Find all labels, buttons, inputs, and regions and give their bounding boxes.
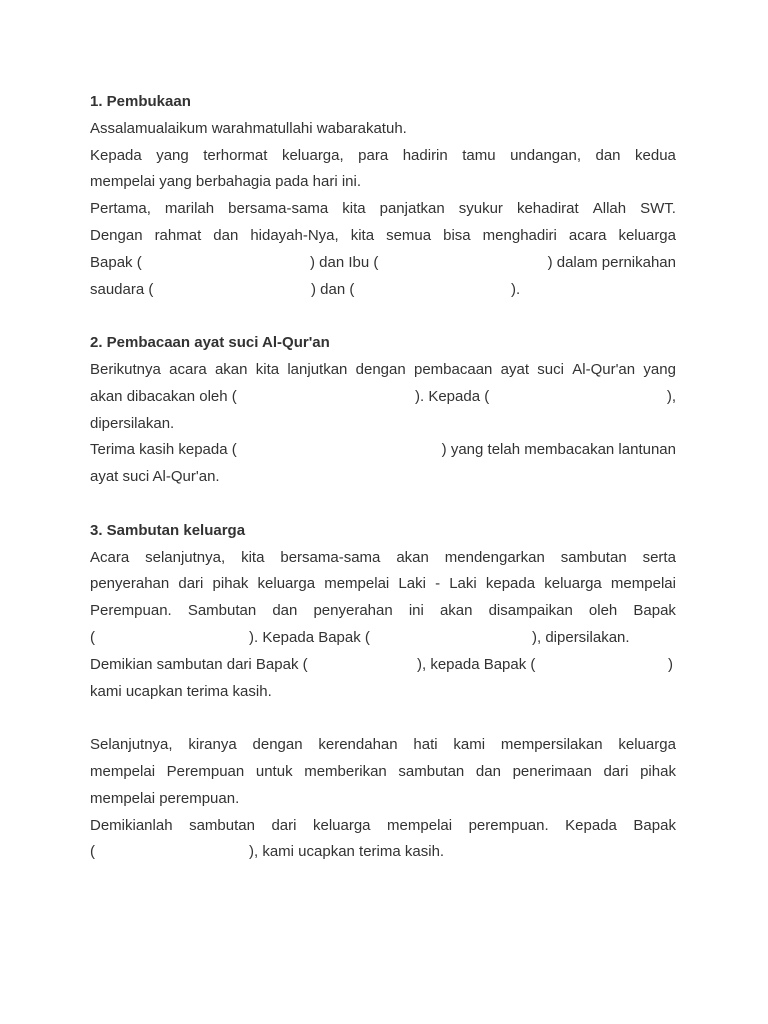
text-segment: ), kepada Bapak ( bbox=[417, 655, 536, 673]
justified-line bbox=[90, 357, 676, 384]
word: Pertama, bbox=[90, 200, 151, 218]
word: pihak bbox=[212, 575, 249, 593]
word: sambutan bbox=[560, 548, 627, 566]
word: akan bbox=[396, 548, 429, 566]
word: Sambutan bbox=[187, 602, 257, 620]
word: mempelai bbox=[90, 762, 156, 780]
text-segment: ). Kepada ( bbox=[415, 387, 490, 405]
word: Dengan bbox=[90, 226, 143, 244]
word: SWT. bbox=[640, 200, 676, 218]
document-page bbox=[90, 89, 676, 866]
text-segment: ) yang telah membacakan lantunan bbox=[441, 441, 676, 459]
text-segment: saudara ( bbox=[90, 280, 154, 298]
word: Laki bbox=[449, 575, 477, 593]
word: Allah bbox=[592, 200, 627, 218]
text-line: ayat suci Al-Qur'an. bbox=[90, 468, 220, 486]
word: dari bbox=[271, 816, 297, 834]
text-segment: ), bbox=[666, 387, 676, 405]
text-segment: ( bbox=[90, 628, 95, 646]
word: oleh bbox=[588, 602, 618, 620]
word: pihak bbox=[640, 762, 676, 780]
word: perempuan. bbox=[468, 816, 549, 834]
word: penyerahan bbox=[313, 602, 393, 620]
text-line: dipersilakan. bbox=[90, 414, 175, 432]
word: dengan bbox=[252, 736, 303, 754]
fill-in-line bbox=[90, 652, 676, 679]
fill-in-line bbox=[90, 384, 676, 411]
word: undangan, bbox=[510, 146, 581, 164]
word: acara bbox=[169, 360, 207, 378]
word: dan bbox=[213, 226, 239, 244]
text-segment: ), kami ucapkan terima kasih. bbox=[249, 843, 445, 861]
word: hidayah-Nya, bbox=[250, 226, 339, 244]
text-segment: ). bbox=[511, 280, 521, 298]
word: keluarga, bbox=[281, 146, 344, 164]
spacer bbox=[90, 491, 676, 518]
word: Al-Qur'an bbox=[572, 360, 636, 378]
word: sambutan bbox=[398, 762, 465, 780]
section-2-heading: 2. Pembacaan ayat suci Al-Qur'an bbox=[90, 334, 330, 352]
word: untuk bbox=[255, 762, 293, 780]
word: bisa bbox=[443, 226, 471, 244]
word: yang bbox=[643, 360, 676, 378]
word: kita bbox=[255, 360, 280, 378]
text-segment: ) dalam pernikahan bbox=[547, 253, 676, 271]
fill-in-line bbox=[90, 277, 676, 304]
word: penerimaan bbox=[512, 762, 592, 780]
word: mendengarkan bbox=[444, 548, 545, 566]
word: Acara bbox=[90, 548, 130, 566]
word: kehadirat bbox=[516, 200, 579, 218]
text-line: mempelai perempuan. bbox=[90, 789, 240, 807]
word: terhormat bbox=[203, 146, 268, 164]
text-segment: akan dibacakan oleh ( bbox=[90, 387, 237, 405]
word: Berikutnya bbox=[90, 360, 161, 378]
word: sambutan bbox=[189, 816, 255, 834]
word: dari bbox=[603, 762, 629, 780]
justified-line bbox=[90, 759, 676, 786]
word: akan bbox=[214, 360, 248, 378]
word: penyerahan bbox=[90, 575, 170, 593]
word: acara bbox=[568, 226, 607, 244]
word: kerendahan bbox=[318, 736, 398, 754]
word: keluarga bbox=[618, 226, 676, 244]
text-segment: ). Kepada Bapak ( bbox=[249, 628, 370, 646]
word: dari bbox=[178, 575, 204, 593]
word: serta bbox=[642, 548, 676, 566]
word: suci bbox=[537, 360, 564, 378]
word: hadirin bbox=[402, 146, 448, 164]
word: lanjutkan bbox=[287, 360, 348, 378]
word: kedua bbox=[635, 146, 676, 164]
word: bersama-sama bbox=[228, 200, 329, 218]
fill-in-line bbox=[90, 625, 676, 652]
text-segment: ) dan ( bbox=[311, 280, 355, 298]
word: selanjutnya, bbox=[145, 548, 226, 566]
word: bersama-sama bbox=[280, 548, 381, 566]
word: Kepada bbox=[565, 816, 617, 834]
word: memberikan bbox=[304, 762, 387, 780]
fill-in-line bbox=[90, 437, 676, 464]
word: Perempuan bbox=[166, 762, 245, 780]
text-line: mempelai yang berbahagia pada hari ini. bbox=[90, 173, 362, 191]
word: syukur bbox=[458, 200, 503, 218]
word: Demikianlah bbox=[90, 816, 173, 834]
word: rahmat bbox=[154, 226, 202, 244]
word: mempersilakan bbox=[500, 736, 603, 754]
word: mempelai bbox=[610, 575, 676, 593]
word: ini bbox=[408, 602, 424, 620]
word: Bapak bbox=[633, 816, 676, 834]
justified-line bbox=[90, 545, 676, 572]
word: keluarga bbox=[618, 736, 676, 754]
text-line: kami ucapkan terima kasih. bbox=[90, 682, 272, 700]
spacer bbox=[90, 705, 676, 732]
word: disampaikan bbox=[488, 602, 573, 620]
word: panjatkan bbox=[379, 200, 445, 218]
word: kita bbox=[241, 548, 265, 566]
word: Laki bbox=[398, 575, 426, 593]
justified-line bbox=[90, 143, 676, 170]
word: menghadiri bbox=[482, 226, 557, 244]
justified-line bbox=[90, 598, 676, 625]
word: mempelai bbox=[324, 575, 390, 593]
word: kita bbox=[350, 226, 375, 244]
text-segment: ), dipersilakan. bbox=[532, 628, 630, 646]
justified-line bbox=[90, 571, 676, 598]
word: kiranya bbox=[188, 736, 237, 754]
spacer bbox=[90, 303, 676, 330]
word: para bbox=[358, 146, 389, 164]
word: tamu bbox=[462, 146, 496, 164]
word: mempelai bbox=[387, 816, 453, 834]
word: semua bbox=[386, 226, 432, 244]
word: kami bbox=[453, 736, 486, 754]
word: dan bbox=[595, 146, 621, 164]
word: - bbox=[435, 575, 441, 593]
justified-line bbox=[90, 732, 676, 759]
word: keluarga bbox=[312, 816, 371, 834]
justified-line bbox=[90, 813, 676, 840]
word: dengan bbox=[355, 360, 406, 378]
text-segment: Bapak ( bbox=[90, 253, 142, 271]
word: keluarga bbox=[257, 575, 316, 593]
word: marilah bbox=[164, 200, 215, 218]
word: Perempuan. bbox=[90, 602, 172, 620]
word: Bapak bbox=[633, 602, 676, 620]
section-3-heading: 3. Sambutan keluarga bbox=[90, 521, 246, 539]
word: kita bbox=[342, 200, 366, 218]
word: Kepada bbox=[90, 146, 142, 164]
text-segment: Demikian sambutan dari Bapak ( bbox=[90, 655, 308, 673]
greeting-line: Assalamualaikum warahmatullahi wabarakatuh. bbox=[90, 119, 407, 137]
word: akan bbox=[439, 602, 473, 620]
word: keluarga bbox=[544, 575, 602, 593]
word: yang bbox=[156, 146, 189, 164]
word: dan bbox=[475, 762, 501, 780]
word: pembacaan bbox=[413, 360, 493, 378]
justified-line bbox=[90, 196, 676, 223]
section-1-heading: 1. Pembukaan bbox=[90, 93, 191, 110]
text-segment: ) bbox=[668, 655, 673, 673]
word: ayat bbox=[500, 360, 530, 378]
word: Selanjutnya, bbox=[90, 736, 173, 754]
word: hati bbox=[413, 736, 438, 754]
text-segment: Terima kasih kepada ( bbox=[90, 441, 237, 459]
text-segment: ( bbox=[90, 843, 95, 861]
fill-in-line bbox=[90, 250, 676, 277]
text-segment: ) dan Ibu ( bbox=[310, 253, 379, 271]
justified-line bbox=[90, 223, 676, 250]
word: kepada bbox=[485, 575, 536, 593]
word: dan bbox=[272, 602, 298, 620]
fill-in-line bbox=[90, 839, 676, 866]
